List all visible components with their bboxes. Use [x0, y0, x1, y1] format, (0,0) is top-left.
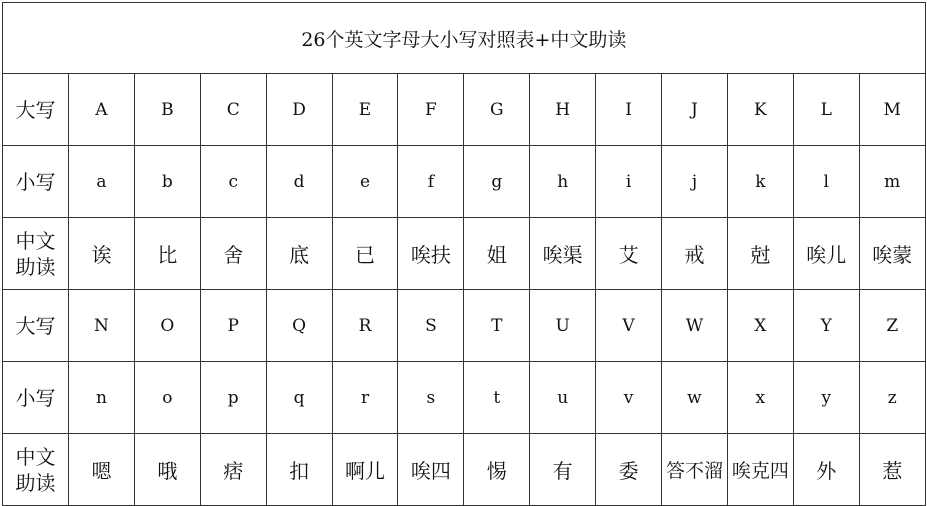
row-label-reading-line2: 助读 [15, 470, 56, 495]
lowercase-cell: e [332, 146, 398, 218]
second_half-lowercase-row [3, 362, 926, 434]
row-label-reading-line1: 中文 [15, 444, 56, 469]
lowercase-cell: b [134, 146, 200, 218]
row-label-lowercase: 小写 [3, 362, 69, 434]
lowercase-cell: x [727, 362, 793, 434]
uppercase-cell: P [200, 290, 266, 362]
alphabet-table [2, 2, 926, 506]
uppercase-cell: R [332, 290, 398, 362]
row-label-reading [3, 218, 69, 290]
second_half-uppercase-row [3, 290, 926, 362]
uppercase-cell: W [662, 290, 728, 362]
lowercase-cell: a [69, 146, 135, 218]
reading-cell: 唉四 [398, 434, 464, 506]
reading-cell: 比 [134, 218, 200, 290]
uppercase-cell: Y [793, 290, 859, 362]
uppercase-cell: T [464, 290, 530, 362]
reading-cell: 舍 [200, 218, 266, 290]
second_half-reading-row [3, 434, 926, 506]
reading-cell: 痞 [200, 434, 266, 506]
uppercase-cell: L [793, 74, 859, 146]
table-title: 26个英文字母大小写对照表+中文助读 [3, 3, 926, 74]
lowercase-cell: t [464, 362, 530, 434]
uppercase-cell: E [332, 74, 398, 146]
uppercase-cell: I [596, 74, 662, 146]
first_half-uppercase-row [3, 74, 926, 146]
row-label-reading-line2: 助读 [15, 254, 56, 279]
reading-cell: 委 [596, 434, 662, 506]
reading-cell: 唉儿 [793, 218, 859, 290]
reading-cell: 惕 [464, 434, 530, 506]
uppercase-cell: H [530, 74, 596, 146]
reading-cell: 唉蒙 [859, 218, 925, 290]
reading-cell: 戒 [662, 218, 728, 290]
row-label-uppercase: 大写 [3, 290, 69, 362]
first_half-lowercase-row [3, 146, 926, 218]
lowercase-cell: w [662, 362, 728, 434]
uppercase-cell: S [398, 290, 464, 362]
uppercase-cell: O [134, 290, 200, 362]
reading-cell: 有 [530, 434, 596, 506]
reading-cell: 唉渠 [530, 218, 596, 290]
lowercase-cell: u [530, 362, 596, 434]
uppercase-cell: M [859, 74, 925, 146]
uppercase-cell: A [69, 74, 135, 146]
uppercase-cell: X [727, 290, 793, 362]
lowercase-cell: s [398, 362, 464, 434]
lowercase-cell: p [200, 362, 266, 434]
lowercase-cell: q [266, 362, 332, 434]
row-label-lowercase: 小写 [3, 146, 69, 218]
uppercase-cell: D [266, 74, 332, 146]
uppercase-cell: J [662, 74, 728, 146]
lowercase-cell: i [596, 146, 662, 218]
uppercase-cell: V [596, 290, 662, 362]
lowercase-cell: k [727, 146, 793, 218]
uppercase-cell: N [69, 290, 135, 362]
lowercase-cell: l [793, 146, 859, 218]
lowercase-cell: v [596, 362, 662, 434]
lowercase-cell: o [134, 362, 200, 434]
lowercase-cell: z [859, 362, 925, 434]
reading-cell: 尅 [727, 218, 793, 290]
lowercase-cell: m [859, 146, 925, 218]
uppercase-cell: Q [266, 290, 332, 362]
reading-cell: 嗯 [69, 434, 135, 506]
reading-cell: 姐 [464, 218, 530, 290]
row-label-uppercase: 大写 [3, 74, 69, 146]
lowercase-cell: c [200, 146, 266, 218]
lowercase-cell: y [793, 362, 859, 434]
lowercase-cell: d [266, 146, 332, 218]
lowercase-cell: r [332, 362, 398, 434]
reading-cell: 唉扶 [398, 218, 464, 290]
lowercase-cell: f [398, 146, 464, 218]
reading-cell: 哦 [134, 434, 200, 506]
reading-cell: 外 [793, 434, 859, 506]
uppercase-cell: G [464, 74, 530, 146]
reading-cell: 唉克四 [727, 434, 793, 506]
reading-cell: 艾 [596, 218, 662, 290]
uppercase-cell: K [727, 74, 793, 146]
reading-cell: 诶 [69, 218, 135, 290]
row-label-reading [3, 434, 69, 506]
uppercase-cell: B [134, 74, 200, 146]
uppercase-cell: C [200, 74, 266, 146]
reading-cell: 啊儿 [332, 434, 398, 506]
row-label-reading-line1: 中文 [15, 228, 56, 253]
reading-cell: 答不溜 [662, 434, 728, 506]
reading-cell: 已 [332, 218, 398, 290]
reading-cell: 扣 [266, 434, 332, 506]
uppercase-cell: Z [859, 290, 925, 362]
lowercase-cell: h [530, 146, 596, 218]
lowercase-cell: n [69, 362, 135, 434]
reading-cell: 底 [266, 218, 332, 290]
uppercase-cell: F [398, 74, 464, 146]
first_half-reading-row [3, 218, 926, 290]
lowercase-cell: j [662, 146, 728, 218]
lowercase-cell: g [464, 146, 530, 218]
reading-cell: 惹 [859, 434, 925, 506]
uppercase-cell: U [530, 290, 596, 362]
